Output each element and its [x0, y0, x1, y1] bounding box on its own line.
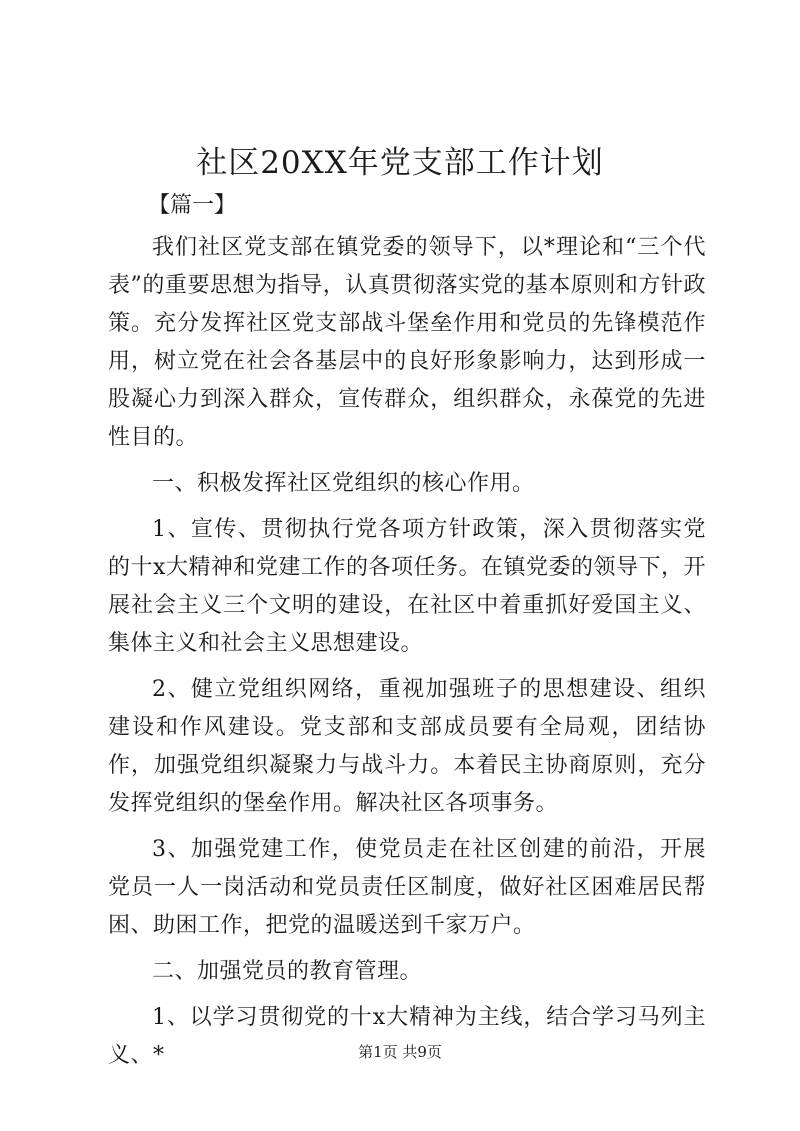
section-label: 【篇一】 — [148, 193, 237, 218]
paragraph: 3、加强党建工作，使党员走在社区创建的前沿，开展党员一人一岗活动和党员责任区制度，做好社区困难居民帮困、助困工作，把党的温暖送到千家万户。 — [108, 837, 706, 938]
document-body — [108, 229, 706, 1083]
paragraph: 1、以学习贯彻党的十x大精神为主线，结合学习马列主义、* — [108, 1005, 706, 1068]
paragraph: 1、宣传、贯彻执行党各项方针政策，深入贯彻落实党的十x大精神和党建工作的各项任务。在镇党委的领导下，开展社会主义三个文明的建设，在社区中着重抓好爱国主义、集体主义和社会主义思想建设。 — [108, 517, 706, 656]
paragraph: 一、积极发挥社区党组织的核心作用。 — [152, 471, 535, 496]
page-footer: 第1页 共9页 — [358, 1043, 442, 1061]
document-title: 社区20XX年党支部工作计划 — [196, 145, 604, 181]
paragraph: 我们社区党支部在镇党委的领导下，以*理论和“三个代表”的重要思想为指导，认真贯彻落实党的基本原则和方针政策。充分发挥社区党支部战斗堡垒作用和党员的先锋模范作用，树立党在社会各基层中的良好形象影响力，达到形成一股凝心力到深入群众，宣传群众，组织群众，永葆党的先进性目的。 — [108, 235, 706, 450]
paragraph: 2、健立党组织网络，重视加强班子的思想建设、组织建设和作风建设。党支部和支部成员要有全局观，团结协作，加强党组织凝聚力与战斗力。本着民主协商原则，充分发挥党组织的堡垒作用。解决社区各项事务。 — [108, 677, 706, 816]
paragraph: 二、加强党员的教育管理。 — [152, 959, 423, 984]
